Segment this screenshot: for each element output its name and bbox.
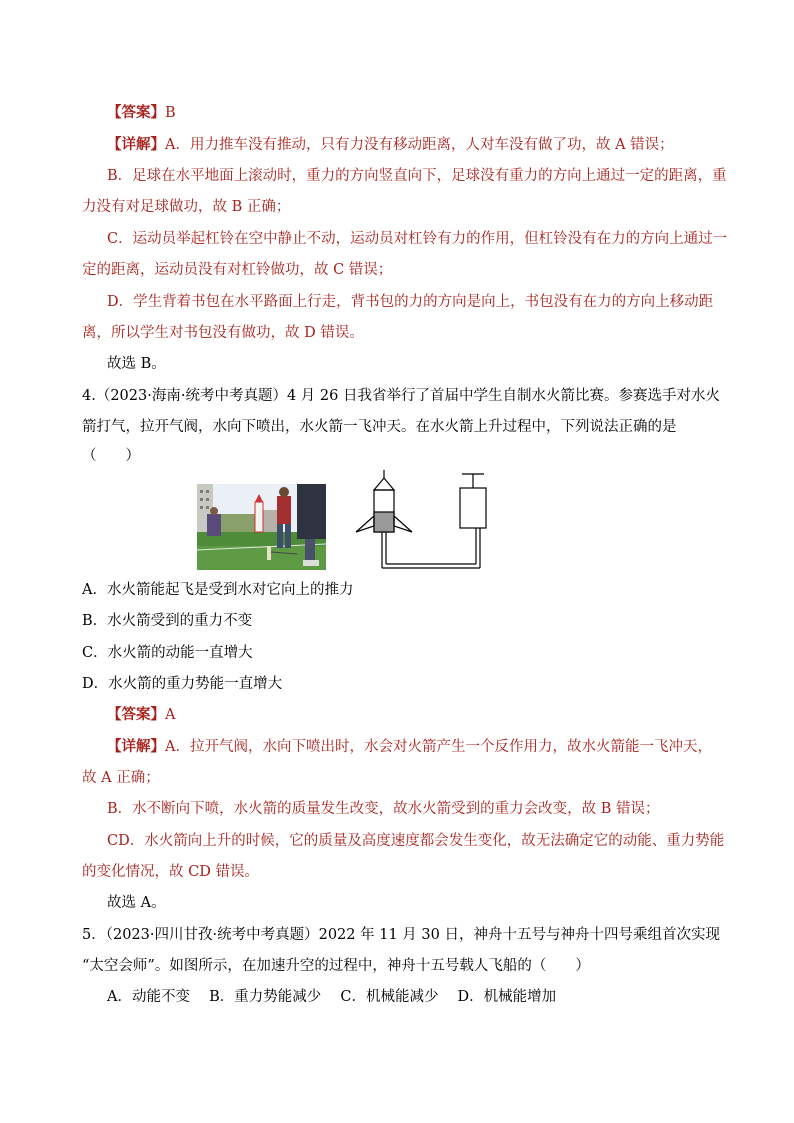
q3-answer-value: B [165, 105, 176, 121]
q3-detail-2b: 力没有对足球做功，故 B 正确； [82, 199, 291, 215]
q4-option-d: D．水火箭的重力势能一直增大 [82, 676, 283, 692]
q3-detail-4b: 离，所以学生对书包没有做功，故 D 错误。 [82, 325, 364, 341]
q4-detail-1a: A．拉开气阀，水向下喷出时，水会对火箭产生一个反作用力，故水火箭能一飞冲天， [165, 739, 712, 755]
q4-detail-3a: CD．水火箭向上升的时候，它的质量及高度速度都会发生变化，故无法确定它的动能、重力势能 [107, 833, 725, 849]
q3-detail-line-1 [107, 135, 747, 155]
q4-detail-2: B．水不断向下喷，水火箭的质量发生改变，故水火箭受到的重力会改变，故 B 错误； [107, 801, 660, 817]
q4-stem-1: 4.（2023·海南·统考中考真题）4 月 26 日我省举行了首届中学生自制水火箭比赛。参赛选手对水火 [82, 388, 720, 404]
q3-detail-1: A．用力推车没有推动，只有力没有移动距离，人对车没有做了功，故 A 错误； [165, 137, 674, 153]
q4-conclusion: 故选 A。 [107, 895, 166, 911]
photo-illustration [197, 484, 326, 570]
q4-detail-3b: 的变化情况，故 CD 错误。 [82, 864, 259, 880]
q5-stem-1: 5．（2023·四川甘孜·统考中考真题）2022 年 11 月 30 日，神舟十五号与神舟十四号乘组首次实现 [82, 927, 720, 943]
rocket-pump-schematic [352, 470, 500, 582]
water-rocket-diagram [352, 470, 500, 582]
q4-detail-tag: 【详解】 [107, 738, 165, 755]
q3-detail-3b: 定的距离，运动员没有对杠铃做功，故 C 错误； [82, 262, 393, 278]
q3-detail-3a: C．运动员举起杠铃在空中静止不动，运动员对杠铃有力的作用，但杠铃没有在力的方向上通过一 [107, 231, 728, 247]
q4-stem-2: 箭打气，拉开气阀，水向下喷出，水火箭一飞冲天。在水火箭上升过程中，下列说法正确的是 [82, 419, 677, 435]
q4-answer-value: A [165, 707, 176, 723]
q4-option-a: A．水火箭能起飞是受到水对它向上的推力 [82, 582, 354, 598]
q5-options: A．动能不变 B．重力势能减少 C．机械能减少 D．机械能增加 [107, 989, 557, 1005]
q5-stem-2: “太空会师”。如图所示，在加速升空的过程中，神舟十五号载人飞船的（ ） [82, 958, 590, 974]
q4-option-c: C．水火箭的动能一直增大 [82, 645, 253, 661]
q4-answer-line [107, 705, 747, 725]
q3-detail-2a: B．足球在水平地面上滚动时，重力的方向竖直向下，足球没有重力的方向上通过一定的距离，重 [107, 168, 727, 184]
q3-answer-line [107, 103, 747, 123]
q4-detail-line-1 [107, 737, 747, 757]
q4-detail-1b: 故 A 正确； [82, 770, 160, 786]
q3-answer-tag: 【答案】 [107, 104, 165, 121]
q3-conclusion: 故选 B。 [107, 356, 166, 372]
q4-option-b: B．水火箭受到的重力不变 [82, 613, 253, 629]
water-rocket-photo [197, 484, 326, 570]
q4-answer-tag: 【答案】 [107, 706, 165, 723]
q3-detail-tag: 【详解】 [107, 136, 165, 153]
q3-detail-4a: D．学生背着书包在水平路面上行走，背书包的力的方向是向上，书包没有在力的方向上移动距 [107, 294, 714, 310]
q4-stem-3: （ ） [82, 448, 140, 464]
